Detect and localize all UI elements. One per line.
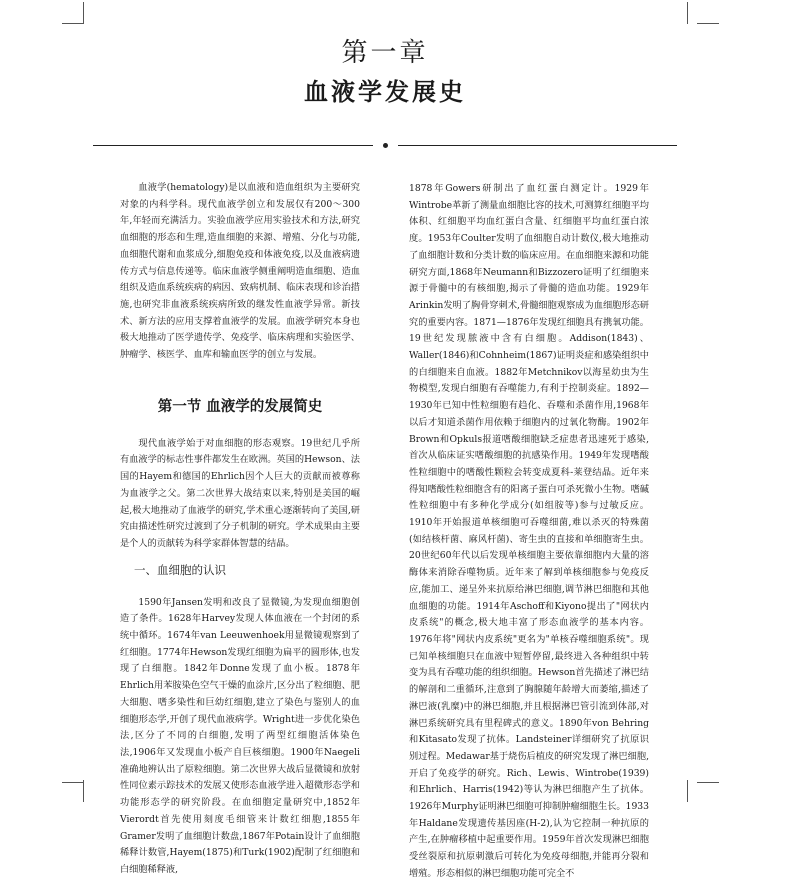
crop-mark bbox=[62, 782, 84, 783]
chapter-number: 第一章 bbox=[341, 38, 429, 68]
right-column bbox=[409, 181, 649, 883]
crop-mark bbox=[83, 780, 84, 802]
crop-mark bbox=[687, 780, 688, 802]
subsection-paragraph: 1590年Jansen发明和改良了显微镜,为发现血细胞创造了条件。1628年Harvey发现人体血液在一个封闭的系统中循环。1674年van Leeuwenhoek用显微镜观察到了红细胞。1774年Hewson发现红细胞为扁平的圆形体,也发现了白细胞。1842年Donne发现了血小板。1878年Ehrlich用苯胺染色空气干燥的血涂片,区分出了粒细胞、肥大细胞、嗜多染性和巨幼红细胞,建立了染色与鉴别人的血细胞形态学,开创了现代血液病学。Wright进一步优化染色法,区分了不同的白细胞,发明了两型红细胞活体染色法,1906年又发现血小板产自巨核细胞。1900年Naegeli准确地辨认出了原粒细胞。第二次世界大战后显微镜和放射性同位素示踪技术的发展又使形态血液学进入超微形态学和功能形态学的研究阶段。在血细胞定量研究中,1852年Vierordt首先使用刻度毛细管来计数红细胞,1855年Gramer发明了血细胞计数盘,1867年Potain设计了血细胞稀释计数管,Hayem(1875)和Turk(1902)配制了红细胞和白细胞稀释液, bbox=[120, 596, 360, 875]
subsection-title: 一、血细胞的认识 bbox=[134, 562, 226, 577]
crop-mark bbox=[697, 782, 719, 783]
crop-mark bbox=[83, 2, 84, 24]
section-paragraph: 现代血液学始于对血细胞的形态观察。19世纪几乎所有血液学的标志性事件都发生在欧洲。英国的Hewson、法国的Hayem和德国的Ehrlich因个人巨大的贡献而被尊称为血液学之父。第二次世界大战结束以来,特别是美国的崛起,极大地推动了血液学的研究,学术重心逐渐转向了美国,研究由描述性研究过渡到了分子机制的研究。学术成果由主要是个人的贡献转为科学家群体智慧的结晶。 bbox=[120, 437, 360, 549]
crop-mark bbox=[697, 23, 719, 24]
chapter-title: 血液学发展史 bbox=[304, 78, 466, 106]
divider-rule bbox=[398, 145, 677, 146]
book-page bbox=[93, 0, 677, 879]
divider-ornament bbox=[383, 143, 388, 148]
left-column bbox=[120, 180, 360, 879]
crop-mark bbox=[687, 2, 688, 24]
divider-rule bbox=[93, 145, 373, 146]
section-title: 第一节 血液学的发展简史 bbox=[157, 398, 323, 415]
right-paragraph: 1878年Gowers研制出了血红蛋白测定计。1929年Wintrobe革新了测量血细胞比容的技术,可测算红细胞平均体积、红细胞平均血红蛋白含量、红细胞平均血红蛋白浓度。1953年Coulter发明了血细胞自动计数仪,极大地推动了血细胞计数和分类计数的临床应用。在血细胞来源和功能研究方面,1868年Neumann和Bizzozero证明了红细胞来源于骨髓中的有核细胞,揭示了骨髓的造血功能。1929年Arinkin发明了胸骨穿刺术,骨髓细胞观察成为血细胞形态研究的重要内容。1871—1876年发现红细胞具有携氧功能。19世纪发现脓液中含有白细胞。Addison(1843)、Waller(1846)和Cohnheim(1867)证明炎症和感染组织中的白细胞来自血液。1882年Metchnikov以海星幼虫为生物模型,发现白细胞有吞噬能力,有利于控制炎症。1892—1930年已知中性粒细胞有趋化、吞噬和杀菌作用,1968年以后才知道杀菌作用依赖于细胞内的过氧化物酶。1902年Brown和Opkuls报道嗜酸细胞缺乏症患者迅速死于感染,首次从临床证实嗜酸细胞的抗感染作用。1949年发现嗜酸性粒细胞中的嗜酸性颗粒会转变成夏科-莱登结晶。近年来得知嗜酸性粒细胞含有的阳离子蛋白可杀死微小生物。嗜碱性粒细胞中有多种化学成分(如组胺等)参与过敏反应。1910年开始报道单核细胞可吞噬细菌,难以杀灭的特殊菌(如结核杆菌、麻风杆菌)、寄生虫的直接和单细胞寄生虫。20世纪60年代以后发现单核细胞主要依靠细胞内大量的溶酶体来消除吞噬物质。近年来了解到单核细胞参与免疫反应,能加工、递呈外来抗原给淋巴细胞,调节淋巴细胞和其他血细胞的功能。1914年Aschoff和Kiyono提出了"网状内皮系统"的概念,极大地丰富了形态血液学的基本内容。1976年将"网状内皮系统"更名为"单核吞噬细胞系统"。现已知单核细胞只在血液中短暂停留,最终进入各种组织中转变为具有吞噬功能的组织细胞。Hewson首先描述了淋巴结的解剖和二重循环,注意到了胸腺随年龄增大而萎缩,描述了淋巴液(乳糜)中的淋巴细胞,并且根据淋巴管引流到体部,对淋巴系统研究具有里程碑式的意义。1890年von Behring和Kitasato发现了抗体。Landsteiner详细研究了抗原识别过程。Medawar基于烧伤后植皮的研究发现了淋巴细胞,开启了免疫学的研究。Rich、Lewis、Wintrobe(1939)和Ehrlich、Harris(1942)等认为淋巴细胞产生了抗体。1926年Murphy证明淋巴细胞可抑制肿瘤细胞生长。1933年Haldane发现遗传基因座(H-2),认为它控制一种抗原的产生,在肿瘤移植中起重要作用。1959年首次发现淋巴细胞受丝裂原和抗原刺激后可转化为免疫母细胞,并能再分裂和增殖。形态相似的淋巴细胞功能可完全不 bbox=[409, 183, 649, 879]
intro-paragraph: 血液学(hematology)是以血液和造血组织为主要研究对象的内科学科。现代血液学创立和发展仅有200～300年,年轻而充满活力。实验血液学应用实验技术和方法,研究血细胞的形态和生理,造血细胞的来源、增殖、分化与功能,血细胞代谢和血浆成分,细胞免疫和体液免疫,以及血液病遗传方式与信息传递等。临床血液学侧重阐明造血细胞、造血组织及造血系统疾病的病因、致病机制、临床表现和诊治措施,也研究非血液系统疾病所致的继发性血液学异常。新技术、新方法的应用支撑着血液学的发展。血液学研究本身也极大地推动了医学遗传学、免疫学、临床病理和实验医学、肿瘤学、核医学、血库和输血医学的创立与发展。 bbox=[120, 182, 360, 361]
crop-mark bbox=[62, 23, 84, 24]
